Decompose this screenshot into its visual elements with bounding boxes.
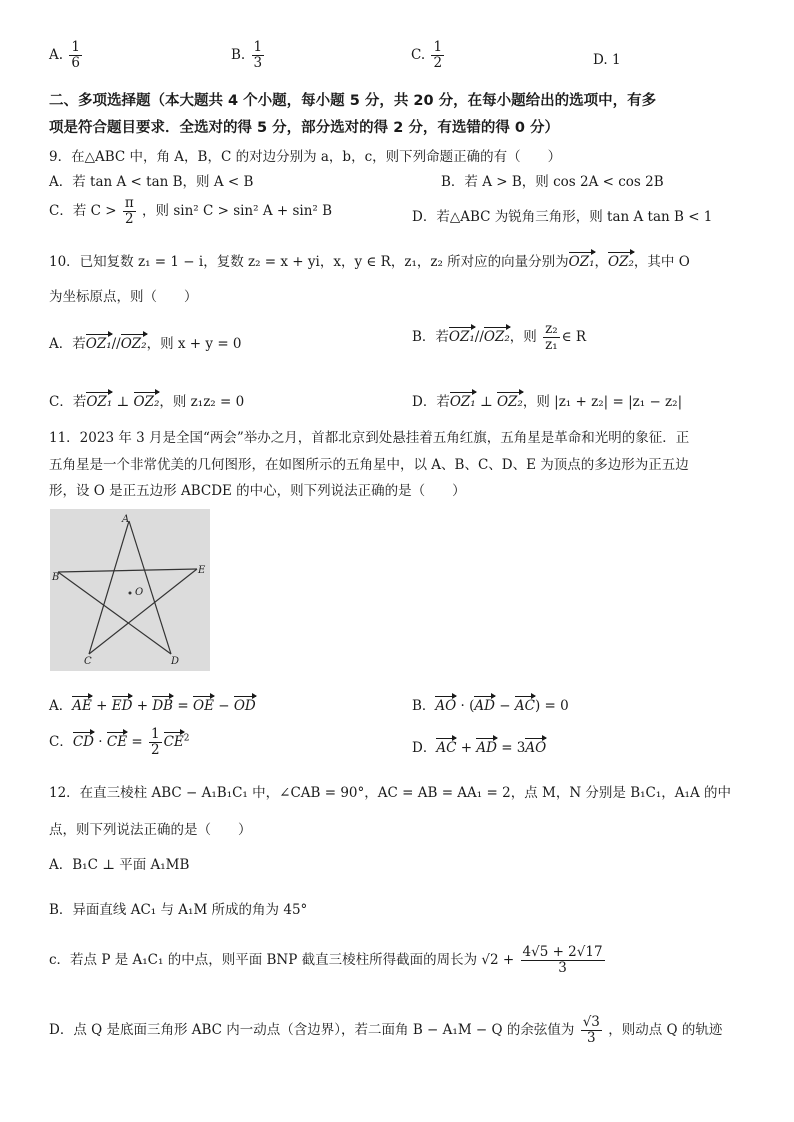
vector: AO — [435, 698, 457, 714]
q11-option-d — [412, 736, 546, 756]
option-text: A．若 — [49, 336, 86, 352]
q12-stem-line2: 点，则下列说法正确的是（ ） — [49, 822, 252, 838]
q11-option-b — [412, 694, 569, 714]
option-text: ∈ R — [561, 328, 587, 345]
vector: OE — [193, 698, 214, 714]
stem-text: ，其中 O — [633, 254, 690, 270]
operator: // — [111, 336, 121, 352]
pentagram-figure — [50, 509, 210, 671]
q10-stem-line2: 为坐标原点，则（ ） — [49, 289, 198, 305]
fraction — [123, 196, 136, 227]
operator: − — [494, 698, 515, 714]
operator: = — [127, 733, 147, 750]
operator: − — [213, 698, 234, 714]
q12-option-d — [49, 1015, 722, 1046]
vector: AC — [436, 740, 457, 756]
option-text: C．若 — [49, 394, 87, 410]
q8-option-a — [49, 40, 84, 71]
option-text: D．若 — [412, 394, 450, 410]
denominator: 2 — [150, 741, 160, 758]
operator: ⊥ — [112, 394, 134, 410]
option-text: B． — [412, 698, 436, 714]
vector: OZ₁ — [568, 254, 595, 270]
fraction — [521, 945, 605, 976]
vector: OZ₁ — [449, 394, 476, 410]
q11-option-c — [49, 727, 189, 758]
numerator: 4√5 + 2√17 — [522, 944, 603, 960]
fraction — [581, 1015, 602, 1046]
numerator: 1 — [150, 726, 160, 742]
operator: · — [94, 733, 107, 750]
label-a: A — [122, 514, 130, 525]
label-b: B — [52, 572, 60, 583]
option-value: 1 — [611, 52, 621, 68]
vector: AO — [525, 740, 547, 756]
numerator: z₂ — [545, 321, 558, 337]
vector: CD — [72, 733, 94, 750]
q12-stem-line1: 12．在直三棱柱 ABC − A₁B₁C₁ 中，∠CAB = 90°，AC = AB = AA₁ = 2，点 M，N 分别是 B₁C₁，A₁A 的中 — [49, 785, 731, 801]
option-text: ，则 z₁z₂ = 0 — [159, 394, 245, 410]
fraction — [69, 40, 82, 71]
vector: CE — [163, 733, 184, 750]
vector: OZ₂ — [133, 394, 160, 410]
pentagram-svg — [50, 509, 210, 671]
q8-option-b — [231, 40, 266, 71]
option-text: ，则 sin² C > sin² A + sin² B — [142, 202, 333, 219]
q11-option-a — [49, 694, 256, 714]
vector: DB — [152, 698, 174, 714]
label-d: D — [171, 656, 180, 667]
stem-text: 10．已知复数 z₁ = 1 − i，复数 z₂ = x + yi，x，y ∈ R，z₁，z₂ 所对应的向量分别为 — [49, 254, 569, 270]
numerator: 1 — [71, 39, 80, 55]
operator: = — [173, 698, 194, 714]
q9-option-b: B．若 A > B，则 cos 2A < cos 2B — [441, 174, 664, 190]
q10-stem-line1 — [49, 250, 690, 270]
operator: ⊥ — [475, 394, 497, 410]
option-text: ，则 x + y = 0 — [146, 336, 242, 352]
star-edge-ec — [89, 569, 197, 654]
exponent: 2 — [183, 733, 190, 744]
vector: ED — [111, 698, 133, 714]
option-text: B．若 — [412, 328, 449, 345]
q10-option-d — [412, 390, 682, 410]
separator: ， — [594, 254, 609, 270]
center-point-o — [129, 592, 132, 595]
option-text: ，则 — [509, 328, 537, 345]
label-c: C — [84, 656, 92, 667]
option-text: A． — [49, 698, 73, 714]
fraction — [431, 40, 444, 71]
operator: // — [474, 328, 484, 345]
operator: + — [91, 698, 112, 714]
q10-option-a — [49, 332, 242, 352]
vector: AE — [72, 698, 92, 714]
q11-stem-line1: 11．2023 年 3 月是全国“两会”举办之月，首都北京到处悬挂着五角红旗，五角星是革命和光明的象征．正 — [49, 430, 690, 446]
numerator: 1 — [433, 39, 443, 55]
vector: OZ₁ — [85, 336, 112, 352]
numerator: √3 — [582, 1014, 600, 1030]
denominator: 3 — [253, 54, 263, 71]
option-label: A. — [49, 46, 64, 63]
operator: + — [132, 698, 153, 714]
operator: ) = 0 — [534, 698, 569, 714]
vector: OZ₁ — [86, 394, 113, 410]
numerator: 1 — [253, 39, 263, 55]
operator: · ( — [456, 698, 475, 714]
option-text: ，则 |z₁ + z₂| = |z₁ − z₂| — [522, 394, 683, 410]
vector: OZ₂ — [120, 336, 147, 352]
denominator: 3 — [521, 960, 605, 976]
vector: OZ₂ — [608, 254, 634, 270]
star-edge-bd — [58, 572, 171, 654]
q8-option-d — [593, 52, 621, 68]
vector: AD — [474, 698, 495, 714]
q11-stem-line2: 五角星是一个非常优美的几何图形，在如图所示的五角星中，以 A、B、C、D、E 为顶点的多边形为正五边 — [49, 457, 689, 473]
option-text: D．点 Q 是底面三角形 ABC 内一动点（含边界），若二面角 B − A₁M − Q 的余弦值为 — [49, 1021, 575, 1038]
q9-option-c — [49, 196, 332, 227]
vector: AC — [514, 698, 535, 714]
vector: AD — [476, 740, 497, 756]
option-text: D． — [412, 740, 437, 756]
denominator: 2 — [433, 54, 443, 71]
q12-option-c — [49, 945, 607, 976]
section-heading-line2: 项是符合题目要求．全选对的得 5 分，部分选对的得 2 分，有选错的得 0 分） — [49, 120, 560, 136]
label-e: E — [198, 565, 206, 576]
star-edge-ac — [89, 521, 129, 654]
q8-option-c — [411, 40, 446, 71]
vector: OD — [233, 698, 256, 714]
fraction — [543, 322, 560, 353]
denominator: 6 — [71, 54, 80, 71]
option-text: ，则动点 Q 的轨迹 — [608, 1021, 723, 1038]
operator: = 3 — [496, 740, 526, 756]
operator: + — [456, 740, 477, 756]
q10-option-b — [412, 322, 586, 353]
q12-option-a: A．B₁C ⊥ 平面 A₁MB — [49, 857, 190, 873]
option-label: C. — [411, 46, 426, 63]
section-heading-line1: 二、多项选择题（本大题共 4 个小题，每小题 5 分，共 20 分，在每小题给出的选项中，有多 — [49, 93, 657, 109]
option-label: B. — [231, 46, 246, 63]
vector: OZ₁ — [448, 328, 475, 345]
option-text: c．若点 P 是 A₁C₁ 的中点，则平面 BNP 截直三棱柱所得截面的周长为 √2 + — [49, 951, 515, 968]
q9-stem: 9．在△ABC 中，角 A，B，C 的对边分别为 a，b，c，则下列命题正确的有（ ） — [49, 149, 562, 165]
numerator: π — [124, 195, 134, 211]
denominator: 2 — [123, 211, 136, 227]
vector: OZ₂ — [496, 394, 523, 410]
fraction — [252, 40, 265, 71]
q10-option-c — [49, 390, 244, 410]
vector: CE — [106, 733, 128, 750]
fraction — [149, 727, 162, 758]
q9-option-d: D．若△ABC 为锐角三角形，则 tan A tan B < 1 — [412, 209, 713, 225]
denominator: z₁ — [545, 336, 558, 353]
q11-stem-line3: 形，设 O 是正五边形 ABCDE 的中心，则下列说法正确的是（ ） — [49, 483, 466, 499]
option-text: C．若 C > — [49, 202, 117, 219]
denominator: 3 — [581, 1030, 602, 1046]
option-label: D. — [593, 52, 608, 68]
vector: OZ₂ — [483, 328, 510, 345]
star-edge-be — [58, 569, 197, 572]
option-text: C． — [49, 733, 73, 750]
label-o: O — [135, 587, 144, 598]
q12-option-b: B．异面直线 AC₁ 与 A₁M 所成的角为 45° — [49, 902, 308, 918]
q9-option-a: A．若 tan A < tan B，则 A < B — [49, 174, 254, 190]
